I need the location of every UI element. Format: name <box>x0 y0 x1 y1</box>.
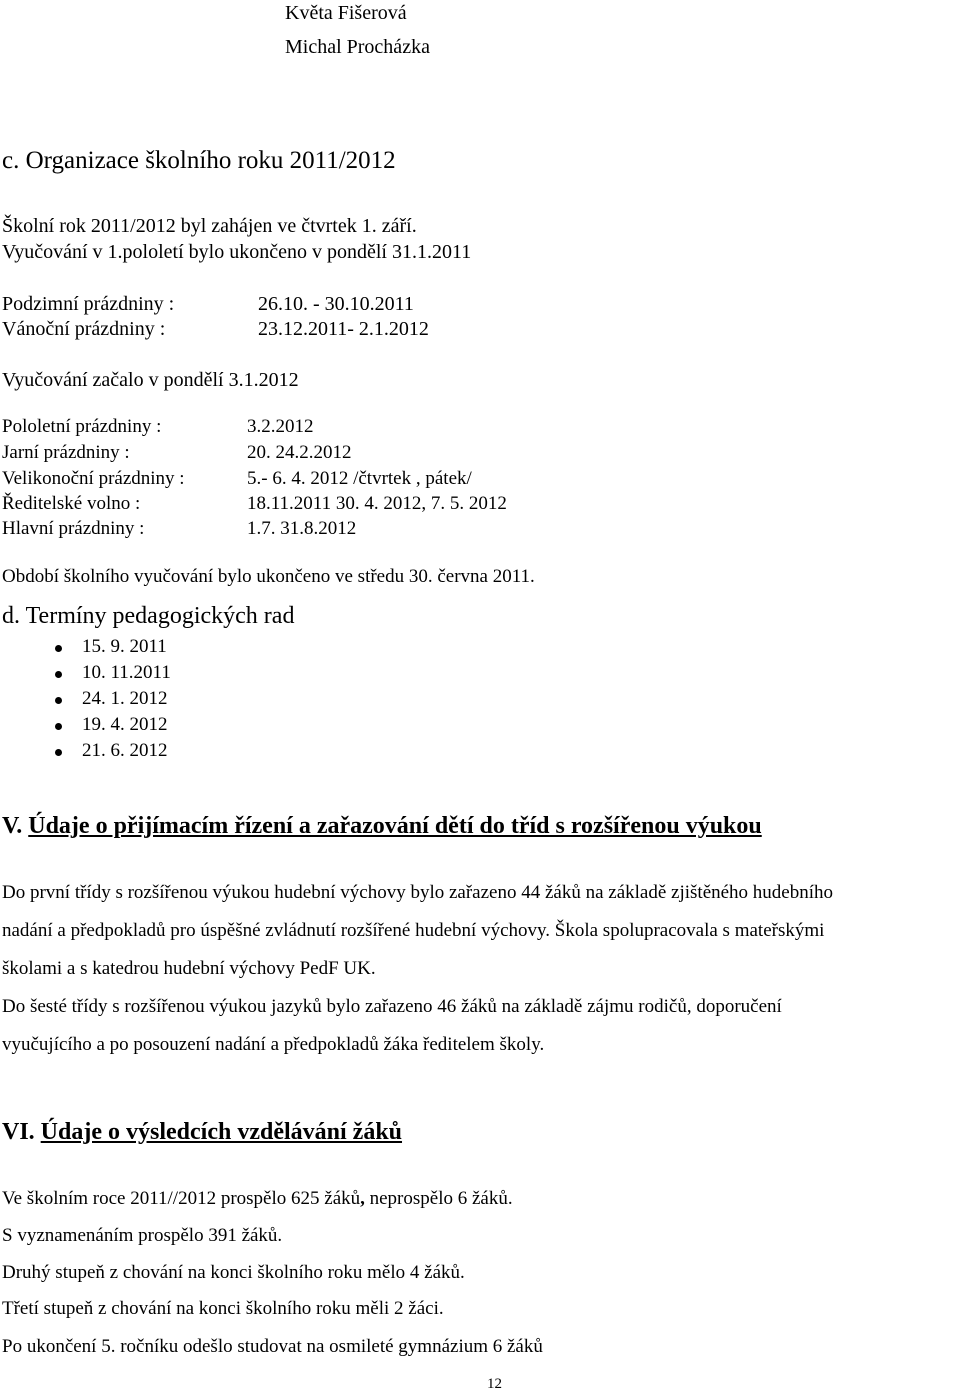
holiday-value-director: 18.11.2011 30. 4. 2012, 7. 5. 2012 <box>247 493 507 514</box>
admission-paragraph-line: nadání a předpokladů pro úspěšné zvládnutí rozšířené hudební výchovy. Škola spolupracovala s mateřskými <box>2 920 825 941</box>
section-vi-number: VI. <box>2 1119 35 1145</box>
holiday-value-christmas: 23.12.2011- 2.1.2012 <box>258 318 429 340</box>
holiday-label-easter: Velikonoční prázdniny : <box>2 468 185 489</box>
page-number: 12 <box>487 1376 502 1392</box>
teaching-resumed: Vyučování začalo v pondělí 3.1.2012 <box>2 369 299 391</box>
bullet-icon <box>55 749 62 756</box>
holiday-label-christmas: Vánoční prázdniny : <box>2 318 166 340</box>
meeting-date-4: 19. 4. 2012 <box>82 714 168 735</box>
holiday-value-autumn: 26.10. - 30.10.2011 <box>258 293 414 315</box>
bullet-icon <box>55 645 62 652</box>
author-name-1: Květa Fišerová <box>285 2 407 24</box>
results-line-gymnasium: Po ukončení 5. ročníku odešlo studovat na osmileté gymnázium 6 žáků <box>2 1336 543 1357</box>
bullet-icon <box>55 671 62 678</box>
holiday-label-midterm: Pololetní prázdniny : <box>2 416 162 437</box>
school-year-start: Školní rok 2011/2012 byl zahájen ve čtvrtek 1. září. <box>2 215 417 237</box>
section-vi-title: Údaje o výsledcích vzdělávání žáků <box>40 1119 403 1145</box>
meeting-date-5: 21. 6. 2012 <box>82 740 168 761</box>
holiday-label-spring: Jarní prázdniny : <box>2 442 130 463</box>
holiday-label-autumn: Podzimní prázdniny : <box>2 293 175 315</box>
holiday-value-summer: 1.7. 31.8.2012 <box>247 518 357 539</box>
holiday-label-summer: Hlavní prázdniny : <box>2 518 145 539</box>
admission-paragraph-line: Do první třídy s rozšířenou výukou hudební výchovy bylo zařazeno 44 žáků na základě zjištěného hudebního <box>2 882 834 903</box>
holiday-value-easter: 5.- 6. 4. 2012 /čtvrtek , pátek/ <box>247 468 472 489</box>
passed-comma: , <box>360 1188 365 1209</box>
bullet-icon <box>55 723 62 730</box>
admission-paragraph-line: školami a s katedrou hudební výchovy PedF UK. <box>2 958 376 979</box>
results-line-conduct-2: Druhý stupeň z chování na konci školního roku mělo 4 žáků. <box>2 1262 465 1283</box>
language-admission-line: Do šesté třídy s rozšířenou výukou jazyků bylo zařazeno 46 žáků na základě zájmu rodičů, doporučení <box>2 996 782 1017</box>
holiday-value-spring: 20. 24.2.2012 <box>247 442 352 463</box>
results-line-conduct-3: Třetí stupeň z chování na konci školního roku měli 2 žáci. <box>2 1298 444 1319</box>
first-term-end: Vyučování v 1.pololetí bylo ukončeno v pondělí 31.1.2011 <box>2 241 472 263</box>
section-v-number: V. <box>2 813 23 839</box>
author-name-2: Michal Procházka <box>285 36 430 58</box>
meeting-date-2: 10. 11.2011 <box>82 662 171 683</box>
section-v-title: Údaje o přijímacím řízení a zařazování dětí do tříd s rozšířenou výukou <box>28 813 762 839</box>
meeting-date-3: 24. 1. 2012 <box>82 688 168 709</box>
bullet-icon <box>55 697 62 704</box>
section-vi-heading <box>2 1119 402 1146</box>
failed-text: neprospělo 6 žáků. <box>364 1188 513 1209</box>
meeting-date-1: 15. 9. 2011 <box>82 636 167 657</box>
results-line-passed <box>2 1188 513 1210</box>
school-year-end: Období školního vyučování bylo ukončeno ve středu 30. června 2011. <box>2 566 535 587</box>
section-v-heading <box>2 813 762 840</box>
holiday-value-midterm: 3.2.2012 <box>247 416 314 437</box>
results-line-honors: S vyznamenáním prospělo 391 žáků. <box>2 1225 283 1246</box>
section-d-heading: d. Termíny pedagogických rad <box>2 603 295 629</box>
passed-text: Ve školním roce 2011//2012 prospělo 625 žáků <box>2 1188 361 1209</box>
language-admission-line: vyučujícího a po posouzení nadání a předpokladů žáka ředitelem školy. <box>2 1034 545 1055</box>
holiday-label-director: Ředitelské volno : <box>2 493 141 514</box>
section-c-heading: c. Organizace školního roku 2011/2012 <box>2 147 396 174</box>
